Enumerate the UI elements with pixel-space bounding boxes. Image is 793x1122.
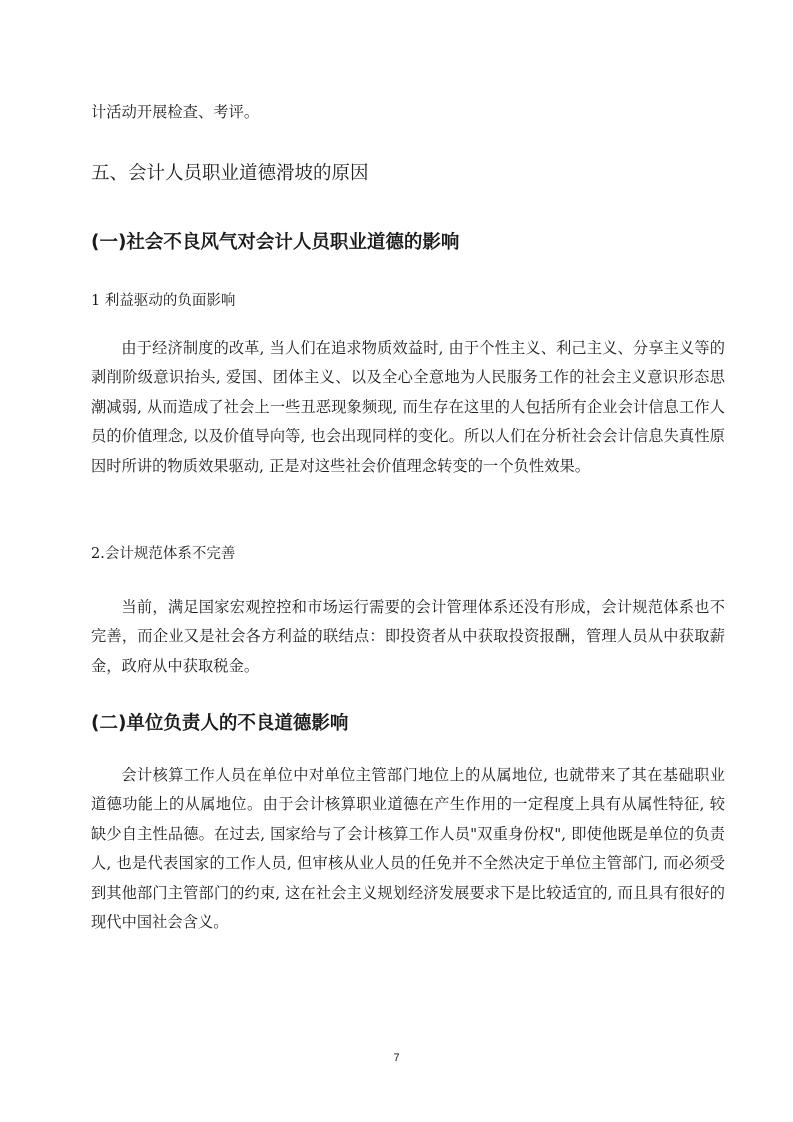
page-number: 7 bbox=[393, 1052, 400, 1064]
paragraph-1: 由于经济制度的改革, 当人们在追求物质效益时, 由于个性主义、利己主义、分享主义等的剥削阶级意识抬头, 爱国、团体主义、以及全心全意地为人民服务工作的社会主义意识形态思潮减弱, 从而造成了社会上一些丑恶现象频现, 而生存在这里的人包括所有企业会计信息工作人员的价值理念, 以及价值导向等, 也会出现同样的变化。所以人们在分析社会会计信息失真性原因时所讲的物质效果驱动, 正是对这些社会价值理念转变的一个负性效果。 bbox=[91, 339, 725, 475]
paragraph-3: 会计核算工作人员在单位中对单位主管部门地位上的从属地位, 也就带来了其在基础职业道德功能上的从属地位。由于会计核算职业道德在产生作用的一定程度上具有从属性特征, 较缺少自主性品德。在过去, 国家给与了会计核算工作人员"双重身份权", 即使他既是单位的负责人, 也是代表国家的工作人员, 但审核从业人员的任免并不全然决定于单位主管部门, 而必须受到其他部门主管部门的约束, 这在社会主义规划经济发展要求下是比较适宜的, 而且具有很好的现代中国社会含义。 bbox=[91, 766, 725, 932]
subsection-heading-2: (二)单位负责人的不良道德影响 bbox=[91, 713, 349, 734]
section-heading: 五、会计人员职业道德滑坡的原因 bbox=[91, 163, 369, 184]
item-heading-1: 1 利益驱动的负面影响 bbox=[91, 293, 236, 309]
paragraph-2: 当前，满足国家宏观控控和市场运行需要的会计管理体系还没有形成，会计规范体系也不完善，而企业又是社会各方利益的联结点：即投资者从中获取投资报酬，管理人员从中获取薪金，政府从中获取税金。 bbox=[91, 598, 725, 675]
item-heading-2: 2.会计规范体系不完善 bbox=[91, 546, 236, 562]
subsection-heading-1: (一)社会不良风气对会计人员职业道德的影响 bbox=[91, 232, 460, 253]
continuation-text: 计活动开展检查、考评。 bbox=[91, 103, 260, 121]
